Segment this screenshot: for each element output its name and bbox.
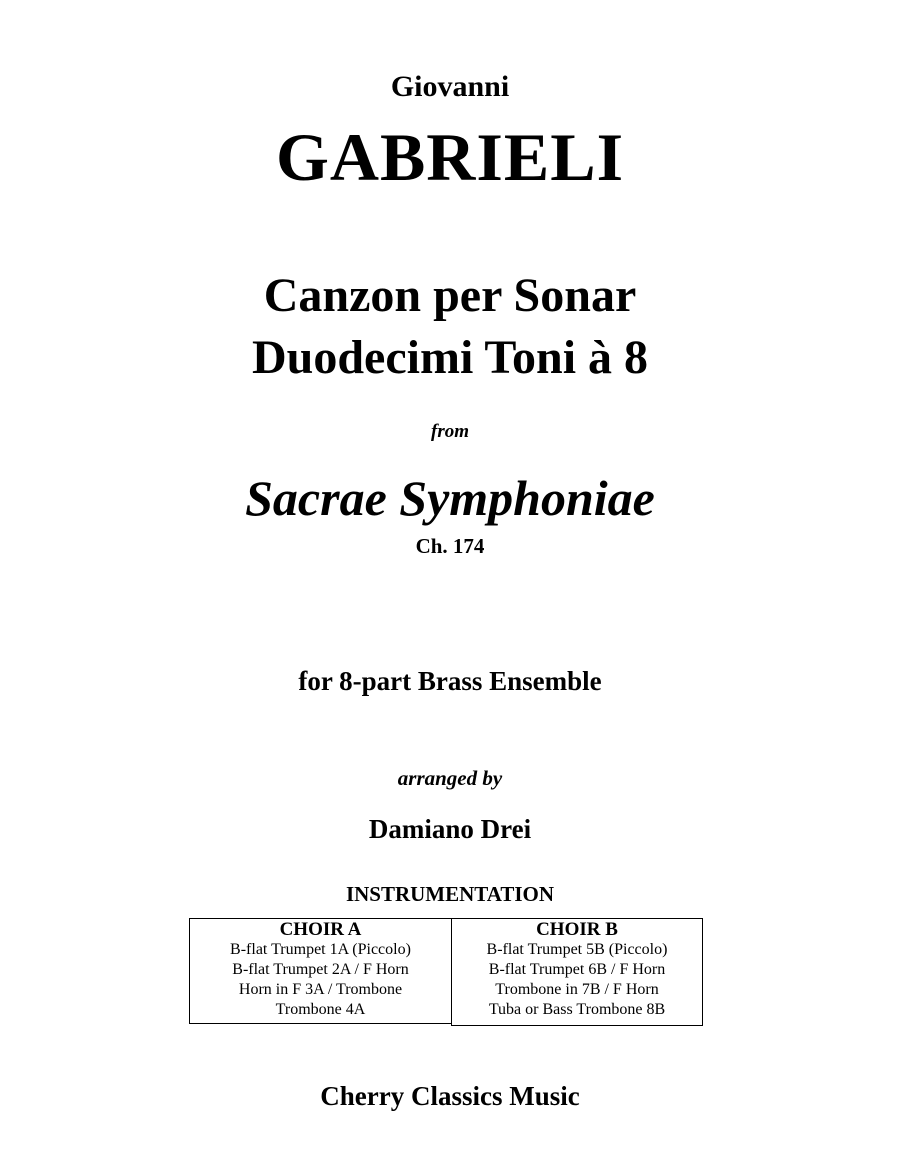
choir-a-instrument: B-flat Trumpet 2A / F Horn <box>232 961 409 978</box>
choir-a-instrument: B-flat Trumpet 1A (Piccolo) <box>230 941 411 958</box>
choir-b-instrument: B-flat Trumpet 6B / F Horn <box>488 961 666 978</box>
choir-a-box <box>189 918 452 1024</box>
choir-b-heading: CHOIR B <box>536 919 618 940</box>
choir-a-heading: CHOIR A <box>279 919 362 940</box>
composer-first-name: Giovanni <box>390 70 510 103</box>
arranged-by-label: arranged by <box>397 766 503 790</box>
composer-last-name: GABRIELI <box>275 119 625 195</box>
catalog-number: Ch. 174 <box>415 534 485 558</box>
from-label: from <box>431 421 469 442</box>
collection-title: Sacrae Symphoniae <box>245 470 655 526</box>
publisher-name: Cherry Classics Music <box>320 1081 580 1111</box>
ensemble-description: for 8-part Brass Ensemble <box>298 666 602 696</box>
arranger-name: Damiano Drei <box>368 814 532 844</box>
choir-b-box <box>451 918 703 1026</box>
work-title-line-1: Canzon per Sonar <box>263 269 637 322</box>
choir-a-instrument: Trombone 4A <box>275 1001 366 1018</box>
choir-b-instrument: Tuba or Bass Trombone 8B <box>488 1001 666 1018</box>
choir-a-instrument: Horn in F 3A / Trombone <box>238 981 403 998</box>
work-title-line-2: Duodecimi Toni à 8 <box>251 331 649 384</box>
choir-b-instrument: B-flat Trumpet 5B (Piccolo) <box>486 941 668 958</box>
instrumentation-heading: INSTRUMENTATION <box>345 882 555 906</box>
choir-b-instrument: Trombone in 7B / F Horn <box>495 981 659 998</box>
